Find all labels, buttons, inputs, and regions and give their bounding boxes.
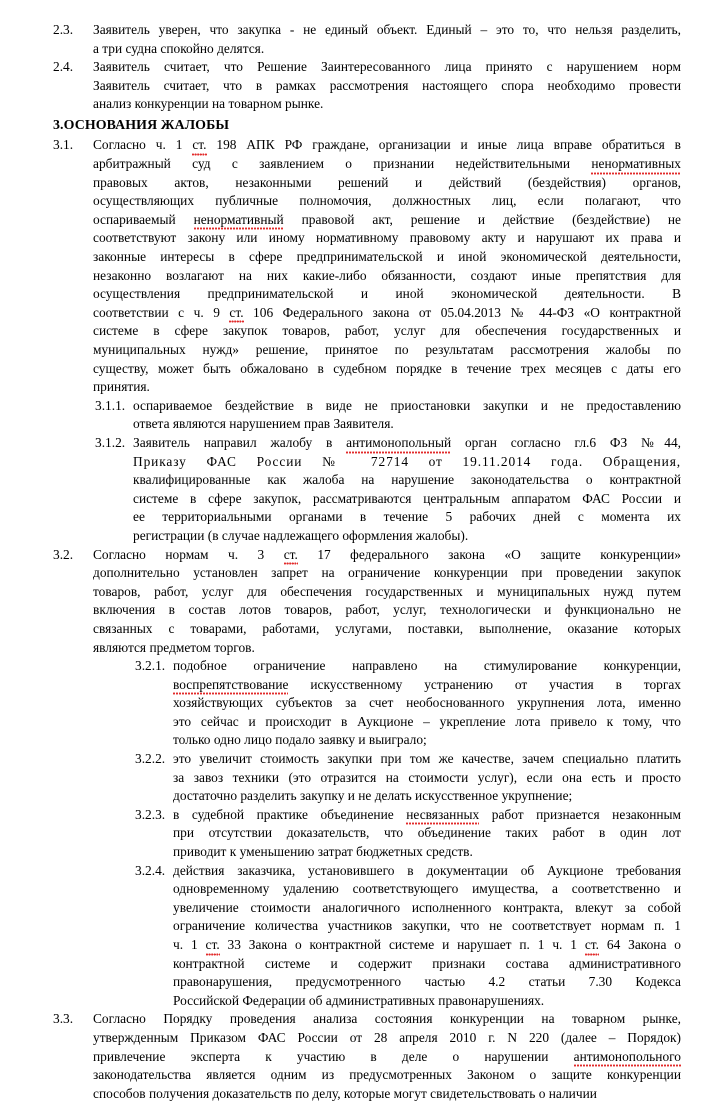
clause-3-2-3 (135, 806, 681, 862)
clause-text (93, 1010, 681, 1103)
text-line: принятия. (93, 379, 150, 395)
clause-number: 3.2.1. (135, 658, 166, 674)
text-line: ограничение количества участников закупки, что не соответствует нормам п. 1 (173, 918, 681, 934)
text-line: соответствуют закону или иному нормативному правовому акту и нарушают их права и (93, 230, 681, 246)
misspelled-word: воспрепятствование (173, 676, 288, 695)
text-line (93, 211, 681, 230)
text-run: оспариваемый (93, 211, 194, 227)
clause-text (173, 750, 681, 806)
text-line: способов получения доказательств по делу, которые могут свидетельствовать о наличии (93, 1085, 597, 1101)
text-line: контрактной системе и содержит признаки состава административного (173, 955, 681, 971)
text-run: соответствии с ч. 9 (93, 304, 230, 320)
text-run: ч. 1 (173, 937, 206, 952)
text-run: 198 АПК РФ граждане, организации и иные лица вправе обратиться в (206, 137, 681, 153)
text-line: это сейчас и происходит в Аукционе – укрепление лота привело к тому, что (173, 713, 681, 729)
text-line: при отсутствии доказательств, что объединение таких работ в один лот (173, 825, 681, 841)
text-line: хозяйствующих субъектов за счет необоснованного укрупнения лота, именно (173, 695, 681, 711)
clause-text (93, 546, 681, 658)
text-line: Российской Федерации об административных правонарушениях. (173, 992, 545, 1008)
text-line: муниципальных нужд» решение, принятое по результатам рассмотрения жалобы по (93, 342, 681, 357)
clause-number: 3.2. (53, 546, 74, 562)
text-line: увеличение стоимости аналогичного исполненного контракта, влекут за собой (173, 899, 681, 915)
section-heading: 3.ОСНОВАНИЯ ЖАЛОБЫ (53, 117, 230, 133)
text-line (93, 136, 681, 155)
misspelled-word: ст. (284, 546, 298, 565)
clause-text (173, 862, 681, 1011)
text-line: товаров, работ, услуг для обеспечения государственных и муниципальных нужд путем (93, 583, 681, 599)
clause-number: 2.4. (53, 59, 74, 75)
text-run: 64 Закона о (599, 937, 681, 952)
text-line: приводит к уменьшению затрат бюджетных средств. (173, 844, 473, 860)
text-line (133, 434, 681, 453)
text-line (173, 936, 681, 955)
clause-3-2-1 (135, 657, 681, 750)
text-line: осуществляющих публичные полномочия, должностных лиц, если полагают, что (93, 193, 681, 209)
text-line: за завоз техники (это отразится на стоимости услуг), если она есть и просто (173, 769, 681, 785)
clause-text (93, 58, 681, 114)
text-run: правовой акт, решение и действие (бездействие) не (283, 211, 681, 227)
text-line: квалифицированные как жалоба на нарушение законодательства о контрактной (133, 472, 681, 488)
text-line: Приказу ФАС России № 72714 от 19.11.2014 года. Обращения, (133, 453, 681, 469)
text-line: осуществления предпринимательской и иной экономической деятельности. В (93, 286, 681, 302)
text-line: законные интересы в сфере предпринимательской и иной экономической деятельности, (93, 249, 681, 265)
clause-number: 2.3. (53, 22, 74, 37)
text-line (173, 676, 681, 695)
misspelled-word: ненормативный (194, 211, 284, 230)
text-line: подобное ограничение направлено на стимулирование конкуренции, (173, 658, 681, 674)
text-line: правовых актов, незаконными решений и действий (бездействия) органов, (93, 174, 681, 190)
text-line: правонарушения, предусмотренного частью 4.2 статьи 7.30 Кодекса (173, 974, 681, 990)
text-line: включения в состав лотов товаров, работ, услуг, технологически и функционально не (93, 602, 681, 618)
text-line: это увеличит стоимость закупки при том же качестве, зачем специально платить (173, 751, 681, 767)
misspelled-word: ст. (229, 304, 243, 323)
text-line: существу, может быть обжаловано в судебном порядке в течение трех месяцев с даты его (93, 360, 681, 376)
text-line: Заявитель считает, что Решение Заинтересованного лица принято с нарушением норм (93, 59, 681, 75)
misspelled-word: ст. (192, 136, 206, 155)
clause-3-2 (53, 546, 681, 658)
clause-3-2-2 (135, 750, 681, 806)
clause-3-1-1 (95, 397, 681, 434)
misspelled-word: антимонопольный (346, 434, 451, 453)
text-run: привлечение эксперта к участию в деле о нарушении (93, 1048, 574, 1064)
text-line (93, 546, 681, 565)
text-line: Заявитель уверен, что закупка - не единый объект. Единый – это то, что нельзя разделить, (93, 22, 681, 37)
clause-text (93, 136, 681, 396)
text-line (93, 1048, 681, 1067)
text-line (93, 155, 681, 174)
clause-3-2-4 (135, 862, 681, 1011)
clause-number: 3.1. (53, 137, 74, 153)
text-line: одновременному удалению соответствующего имущества, а соответственно и (173, 881, 681, 897)
text-line: Согласно Порядку проведения анализа состояния конкуренции на товарном рынке, (93, 1011, 681, 1027)
text-line: регистрации (в случае надлежащего оформления жалобы). (133, 527, 469, 543)
clause-number: 3.3. (53, 1011, 74, 1027)
text-line: оспариваемое бездействие в виде не приостановки закупки и не предоставлению (133, 397, 681, 413)
misspelled-word: несвязанных (406, 806, 479, 825)
text-run: Согласно нормам ч. 3 (93, 546, 284, 562)
text-line: системе в сфере закупок, рассматриваются центральным аппаратом ФАС России и (133, 490, 681, 506)
clause-2-4 (53, 58, 681, 114)
clause-3-1-2 (95, 434, 681, 546)
clause-text (173, 657, 681, 750)
text-line: системе в сфере закупок товаров, работ, услуг для обеспечения государственных и (93, 323, 681, 339)
text-line (173, 806, 681, 825)
text-line: являются предметом торгов. (93, 639, 255, 655)
misspelled-word: антимонопольного (574, 1048, 681, 1067)
clause-number: 3.2.2. (135, 751, 166, 767)
text-run: орган согласно гл.6 ФЗ №44, (451, 434, 682, 450)
clause-number: 3.1.1. (95, 397, 126, 413)
text-line: связанных с товарами, работами, услугами, поставки, выполнение, оказание которых (93, 620, 681, 636)
clause-text (133, 434, 681, 546)
text-line: Заявитель считает, что в рамках рассмотрения настоящего спора необходимо провести (93, 77, 681, 93)
document-body (53, 21, 681, 1103)
clause-text (93, 21, 681, 58)
text-run: Согласно ч. 1 (93, 137, 193, 153)
clause-number: 3.1.2. (95, 434, 126, 450)
text-line (93, 304, 681, 323)
text-run: 106 Федерального закона от 05.04.2013 № 44-ФЗ «О контрактной (243, 304, 681, 320)
text-line: ответа являются нарушением прав Заявителя. (133, 416, 394, 432)
clause-text (133, 397, 681, 434)
text-line: только одно лицо подало заявку и выиграло; (173, 732, 427, 748)
text-run: искусственному устранению от участия в торгах (288, 676, 681, 692)
clause-2-3 (53, 21, 681, 58)
text-line: дополнительно установлен запрет на ограничение конкуренции при проведении закупок (93, 565, 681, 581)
text-line: а три судна спокойно делятся. (93, 40, 265, 56)
text-line: анализ конкуренции на товарном рынке. (93, 96, 324, 112)
text-run: 33 Закона о контрактной системе и нарушает п. 1 ч. 1 (219, 937, 585, 952)
clause-text (173, 806, 681, 862)
text-line: утвержденным Приказом ФАС России от 28 апреля 2010 г. N 220 (далее – Порядок) (93, 1029, 681, 1045)
clause-3-3 (53, 1010, 681, 1103)
text-run: в судебной практике объединение (173, 806, 407, 822)
clause-number: 3.2.4. (135, 862, 166, 878)
clause-number: 3.2.3. (135, 806, 166, 822)
misspelled-word: ст. (585, 936, 599, 955)
text-line: действия заказчика, установившего в документации об Аукционе требования (173, 862, 681, 878)
text-line: незаконно возлагают на них какие-либо обязанности, создают иные препятствия для (93, 267, 681, 283)
text-line: законодательства является одним из предусмотренных Законом о защите конкуренции (93, 1067, 681, 1083)
text-line: ее территориальными органами в течение 5 рабочих дней с момента их (133, 509, 681, 525)
text-run: 17 федерального закона «О защите конкуренции» (297, 546, 681, 562)
text-line: достаточно разделить закупку и не делать искусственное укрупнение; (173, 788, 573, 804)
misspelled-word: ст. (206, 936, 220, 955)
text-run: работ признается незаконным (479, 806, 681, 822)
text-run: арбитражный суд с заявлением о признании недействительными (93, 156, 592, 172)
text-run: Заявитель направил жалобу в (133, 434, 347, 450)
misspelled-word: ненормативных (591, 155, 681, 174)
clause-3-1 (53, 136, 681, 396)
